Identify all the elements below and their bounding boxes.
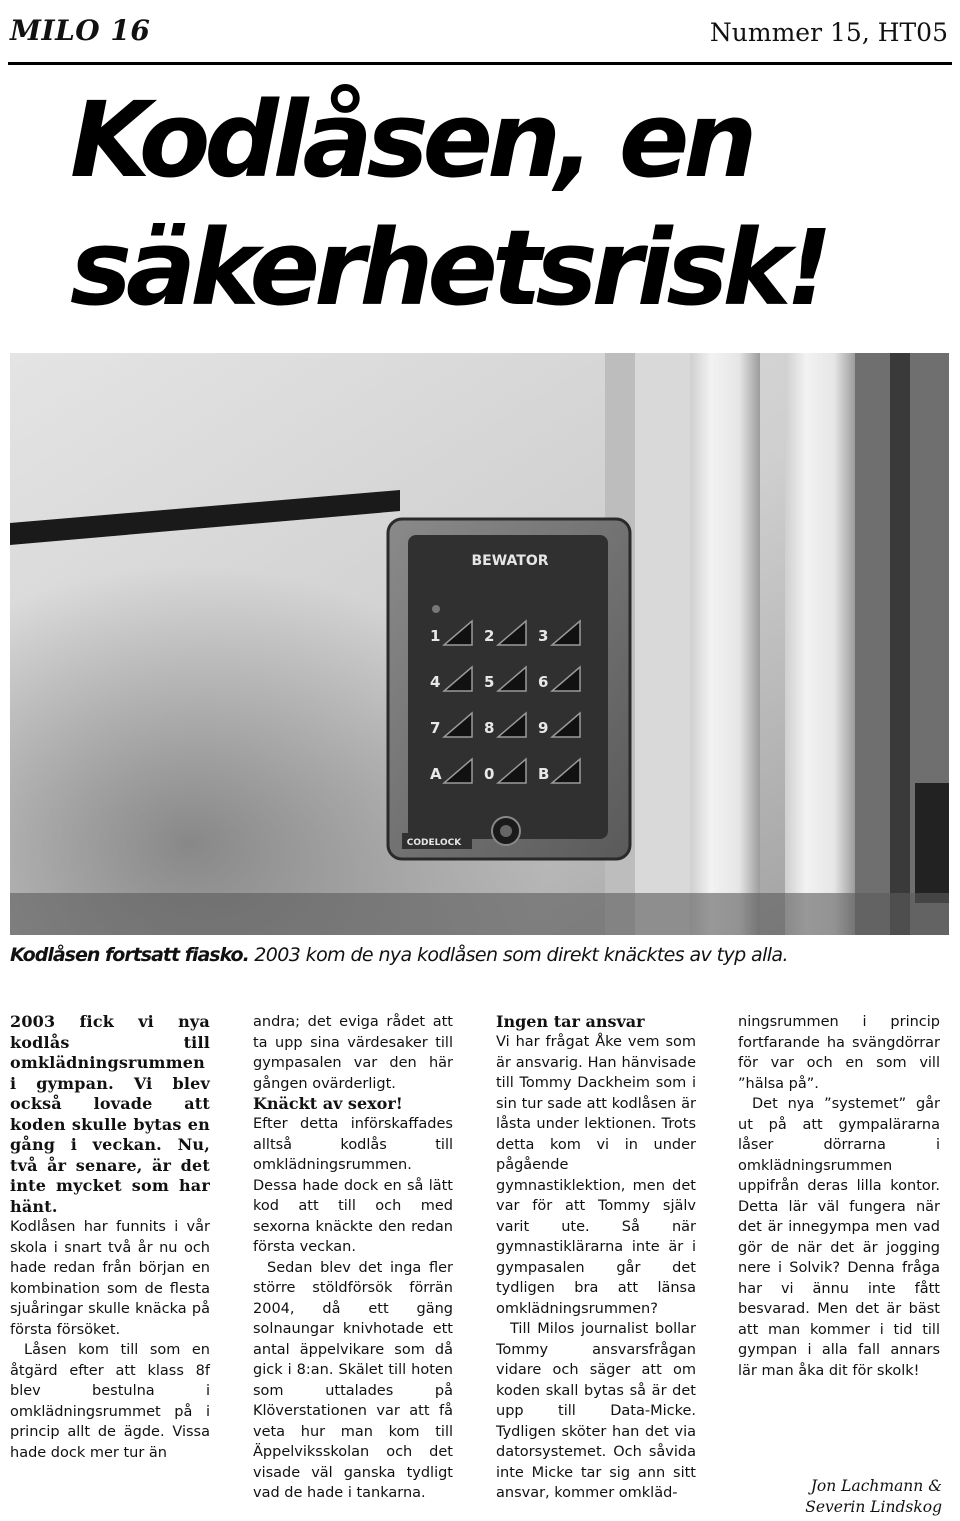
column-1 (10, 1012, 210, 1463)
article-headline (70, 76, 950, 332)
paragraph: andra; det eviga rådet att ta upp sina värdesaker till gympasalen var den här gången ovärderligt. (253, 1014, 453, 1092)
headline-line-2: säkerhetsrisk! (70, 207, 827, 329)
svg-text:0: 0 (484, 765, 495, 783)
column-3 (496, 1012, 696, 1504)
svg-text:9: 9 (538, 719, 549, 737)
svg-text:6: 6 (538, 673, 549, 691)
svg-text:8: 8 (484, 719, 495, 737)
paragraph: Sedan blev det inga fler större stöldförsök förrän 2004, då ett gäng solnaungar knivhotade ett antal äppelvikare som då gick i 8:an. Skälet till hoten som uttalades på Klöverstationen var att få veta hur man kom till Äppelviksskolan och det visade väl ganska tydligt vad de hade i tankarna. (253, 1259, 453, 1501)
svg-text:B: B (538, 765, 550, 783)
brand-label: BEWATOR (471, 553, 549, 569)
subheading: Knäckt av sexor! (253, 1094, 403, 1113)
subheading: Ingen tar ansvar (496, 1012, 645, 1031)
paragraph: Kodlåsen har funnits i vår skola i snart två år nu och hade redan från början en kombination som de flesta sjuåringar skulle knäcka på första försöket. (10, 1219, 210, 1338)
paragraph: Efter detta införskaffades alltså kodlås till omklädningsrummen. Dessa hade dock en så lätt kod att till och med sexorna knäckte den redan första veckan. (253, 1116, 453, 1255)
paragraph: Vi har frågat Åke vem som är ansvarig. Han hänvisade till Tommy Dackheim som i sin tur sade att kodlåsen är låsta under lektionen. Trots detta kom vi in under pågående gymnastiklektion, men det var för att Tommy själv varit ute. Så när gymnastiklärarna inte är i gympasalen går det tydligen bra att länsa omklädningsrummen? (496, 1034, 696, 1317)
byline-line-2: Severin Lindskog (805, 1498, 942, 1516)
model-label: CODELOCK (406, 838, 462, 848)
caption-bold: Kodlåsen fortsatt fiasko. (10, 944, 249, 966)
paragraph: Det nya ”systemet” går ut på att gympalärarna låser dörrarna i omklädningsrummen uppifrån deras lilla kontor. Detta lär väl fungera när det är innegympa men vad gör de när det är jogging nere i Solvik? Denna fråga har vi ännu inte fått besvarad. Men det är bäst att man kommer i tid till gympan i alla fall annars lär man åka dit för skolk! (738, 1096, 940, 1379)
codelock-photo (10, 353, 949, 935)
lead-paragraph: 2003 fick vi nya kodlås till omklädningsrummen i gympan. Vi blev också lovade att koden skulle bytas en gång i veckan. Nu, två år senare, är det inte mycket som har hänt. (10, 1012, 210, 1216)
column-2 (253, 1012, 453, 1504)
svg-text:7: 7 (430, 719, 441, 737)
caption-text: 2003 kom de nya kodlåsen som direkt knäcktes av typ alla. (248, 944, 788, 966)
svg-text:A: A (430, 765, 442, 783)
byline-line-1: Jon Lachmann & (810, 1477, 942, 1495)
paragraph: ningsrummen i princip fortfarande ha svängdörrar för var och en som vill ”hälsa på”. (738, 1014, 940, 1092)
column-4 (738, 1012, 940, 1381)
header-rule (8, 62, 952, 65)
paragraph: Till Milos journalist bollar Tommy ansvarsfrågan vidare och säger att om koden skall bytas så är det upp till Data-Micke. Tydligen sköter han det via datorsystemet. Och såvida inte Micke tar sig ann sitt ansvar, kommer omkläd- (496, 1321, 696, 1501)
byline (790, 1476, 942, 1518)
issue-number: Nummer 15, HT05 (709, 18, 948, 47)
svg-text:3: 3 (538, 627, 549, 645)
svg-text:5: 5 (484, 673, 495, 691)
svg-text:1: 1 (430, 627, 441, 645)
paragraph: Låsen kom till som en åtgärd efter att klass 8f blev bestulna i omklädningsrummet på i princip allt de ägde. Vissa hade dock mer tur än (10, 1342, 210, 1461)
newspaper-name: MILO 16 (10, 14, 151, 47)
headline-line-1: Kodlåsen, en (70, 79, 752, 201)
svg-text:4: 4 (430, 673, 441, 691)
photo-caption (10, 944, 950, 966)
svg-text:2: 2 (484, 627, 495, 645)
